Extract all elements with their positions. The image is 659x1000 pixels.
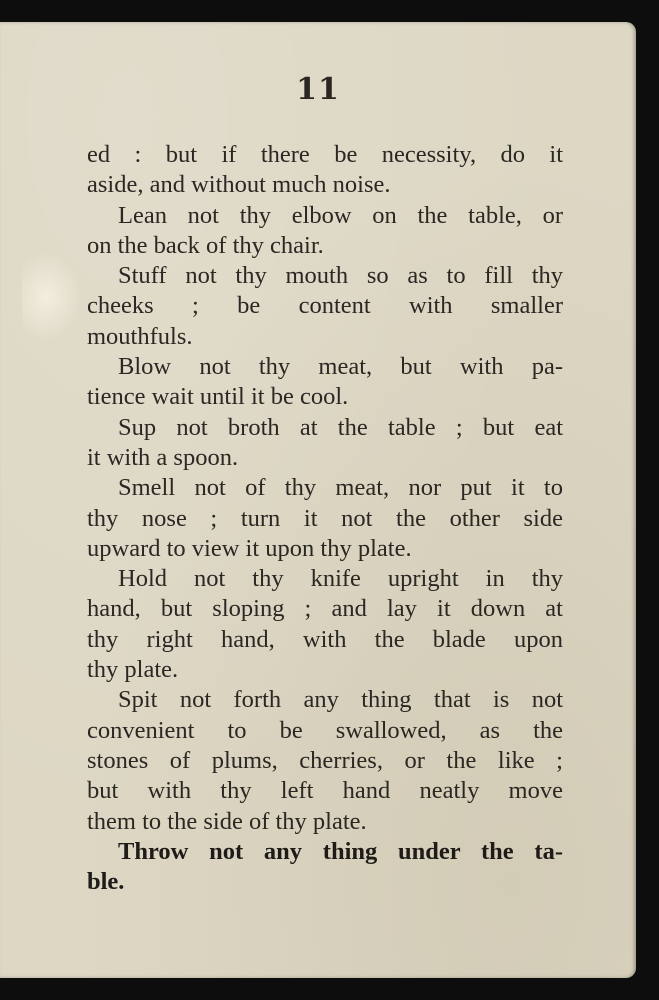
- text-line: them to the side of thy plate.: [87, 807, 367, 835]
- text-line: tience wait until it be cool.: [87, 383, 349, 411]
- text-line: aside, and without much noise.: [87, 171, 391, 199]
- text-line: stones of plums, cherries, or the like ;: [87, 746, 563, 774]
- text-line: convenient to be swallowed, as the: [87, 716, 563, 744]
- text-line: it with a spoon.: [87, 443, 239, 471]
- text-line: Hold not thy knife upright in thy: [118, 565, 563, 593]
- text-line: thy plate.: [87, 656, 179, 684]
- text-line: Sup not broth at the table ; but eat: [118, 413, 563, 441]
- text-line: on the back of thy chair.: [87, 231, 324, 259]
- text-line: Throw not any thing under the ta-: [118, 837, 563, 865]
- text-line: cheeks ; be content with smaller: [87, 292, 563, 320]
- text-line: Stuff not thy mouth so as to fill thy: [118, 262, 563, 290]
- text-line: Lean not thy elbow on the table, or: [118, 201, 563, 229]
- page-number: 11: [296, 72, 340, 107]
- book-page: [0, 22, 636, 978]
- text-line: but with thy left hand neatly move: [87, 777, 563, 805]
- text-line: ble.: [87, 868, 125, 896]
- paper-tear: [22, 252, 82, 342]
- text-line: mouthfuls.: [87, 322, 193, 350]
- text-line: ed : but if there be necessity, do it: [87, 141, 563, 168]
- text-line: thy nose ; turn it not the other side: [87, 504, 563, 532]
- page-text: [87, 140, 563, 897]
- text-line: upward to view it upon thy plate.: [87, 534, 412, 562]
- text-line: hand, but sloping ; and lay it down at: [87, 595, 563, 623]
- text-line: thy right hand, with the blade upon: [87, 625, 563, 653]
- text-line: Smell not of thy meat, nor put it to: [118, 474, 563, 502]
- text-line: Spit not forth any thing that is not: [118, 686, 563, 714]
- text-line: Blow not thy meat, but with pa-: [118, 353, 563, 381]
